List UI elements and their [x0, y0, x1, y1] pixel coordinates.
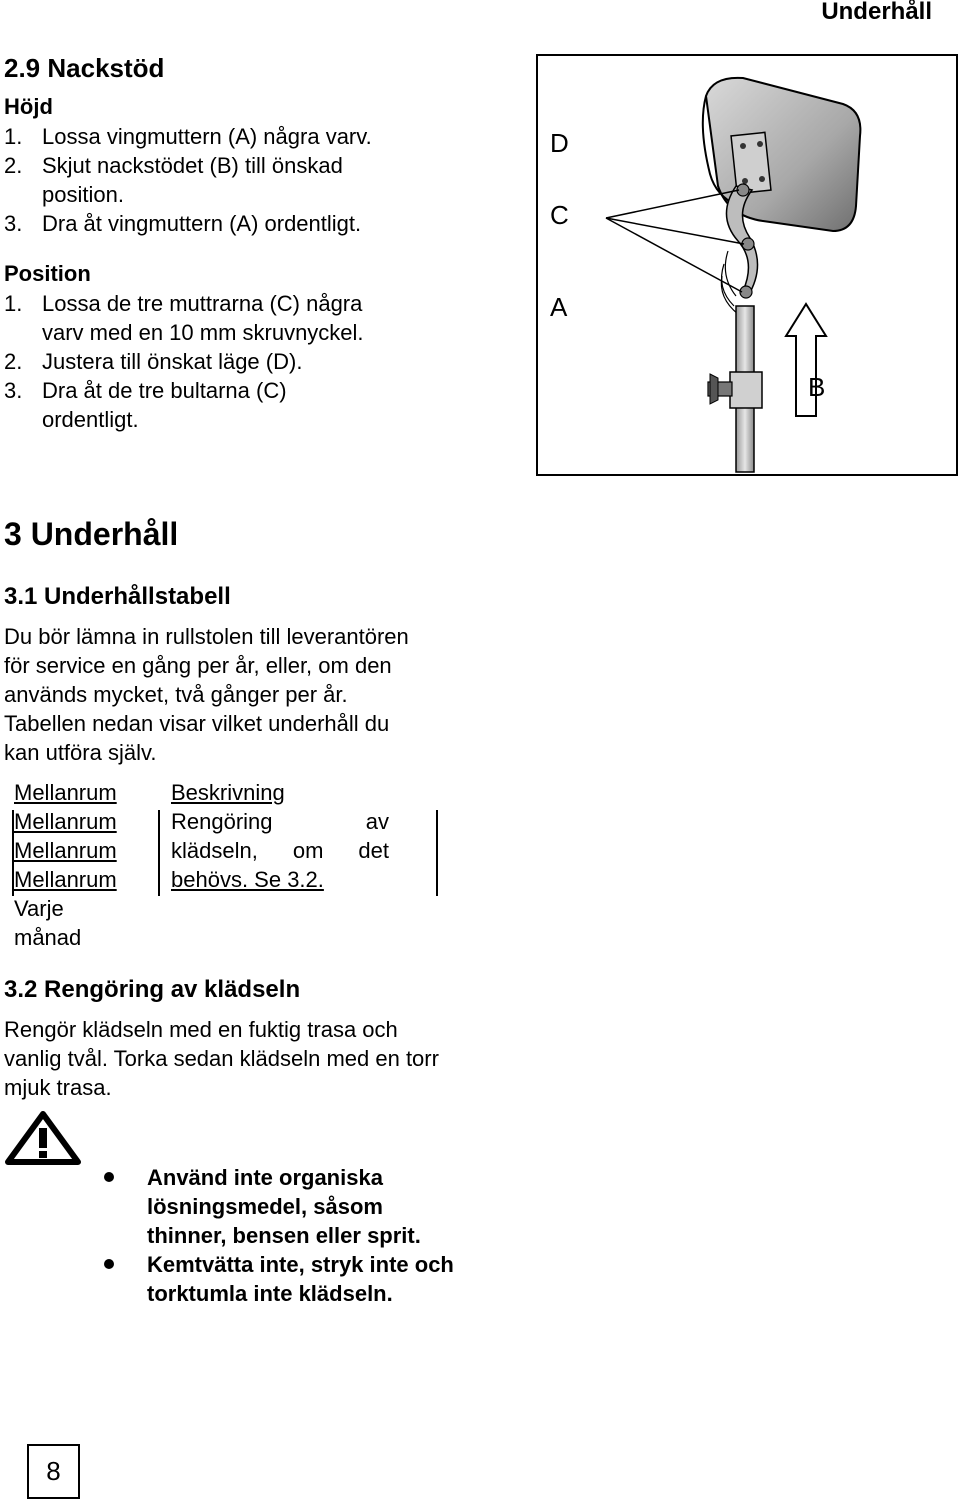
maintenance-table: [12, 778, 442, 958]
table-cell: behövs. Se 3.2.: [171, 867, 324, 892]
subsection-title-position: Position: [4, 261, 91, 286]
table-border: [436, 810, 438, 896]
bullet-icon: [104, 1259, 114, 1269]
list-item: 1. Lossa de tre muttrarna (C) några varv med en 10 mm skruvnyckel.: [4, 291, 364, 345]
table-cell: Mellanrum: [14, 838, 117, 863]
mounting-plate: [731, 132, 771, 193]
figure-label-b: B: [808, 372, 826, 402]
section-title-3: 3 Underhåll: [4, 516, 179, 552]
section-title-3-2: 3.2 Rengöring av klädseln: [4, 976, 301, 1003]
table-header-description: Beskrivning: [171, 780, 285, 805]
running-header: Underhåll: [821, 0, 932, 25]
warning-triangle-icon: [4, 1110, 82, 1171]
section-title-2-9: 2.9 Nackstöd: [4, 53, 165, 83]
section-3-2-body: Rengör klädseln med en fuktig trasa och vanlig tvål. Torka sedan klädseln med en torr mjuk trasa.: [4, 1017, 439, 1100]
table-cell: det: [358, 838, 389, 863]
table-cell: om: [292, 838, 324, 863]
headrest-illustration: [538, 56, 956, 474]
subsection-title-hojd: Höjd: [4, 94, 53, 119]
list-item: Kemtvätta inte, stryk inte och torktumla inte klädseln.: [104, 1250, 467, 1308]
headrest-figure: [536, 54, 958, 476]
page-number: 8: [27, 1444, 80, 1499]
table-cell: klädseln,: [171, 838, 258, 863]
section-title-3-1: 3.1 Underhållstabell: [4, 583, 231, 610]
list-item: 3. Dra åt vingmuttern (A) ordentligt.: [4, 211, 362, 236]
bullet-icon: [104, 1172, 114, 1182]
list-item: Använd inte organiska lösningsmedel, såsom thinner, bensen eller sprit.: [104, 1163, 467, 1250]
figure-label-a: A: [550, 292, 568, 322]
list-item: 3. Dra åt de tre bultarna (C) ordentligt.: [4, 378, 287, 432]
table-cell: månad: [14, 925, 82, 950]
list-item: 2. Justera till önskat läge (D).: [4, 349, 303, 374]
table-cell: av: [365, 809, 389, 834]
section-3-1-body: Du bör lämna in rullstolen till leverantören för service en gång per år, eller, om den används mycket, två gånger per år. Tabellen nedan visar vilket underhåll du kan utföra själv.: [4, 624, 409, 765]
list-item: 1. Lossa vingmuttern (A) några varv.: [4, 124, 372, 149]
hojd-steps: [4, 122, 404, 238]
table-cell: Mellanrum: [14, 809, 117, 834]
list-item: 2. Skjut nackstödet (B) till önskad position.: [4, 153, 343, 207]
table-border: [158, 810, 160, 896]
position-steps: [4, 289, 404, 434]
table-cell: Mellanrum: [14, 780, 117, 805]
table-cell: Varje: [14, 896, 64, 921]
warning-list: [104, 1163, 484, 1308]
table-cell: Rengöring: [171, 809, 273, 834]
table-cell: Mellanrum: [14, 867, 117, 892]
figure-label-d: D: [550, 128, 569, 158]
table-border: [12, 810, 14, 896]
clamp-bracket: [730, 372, 762, 408]
figure-label-c: C: [550, 200, 569, 230]
